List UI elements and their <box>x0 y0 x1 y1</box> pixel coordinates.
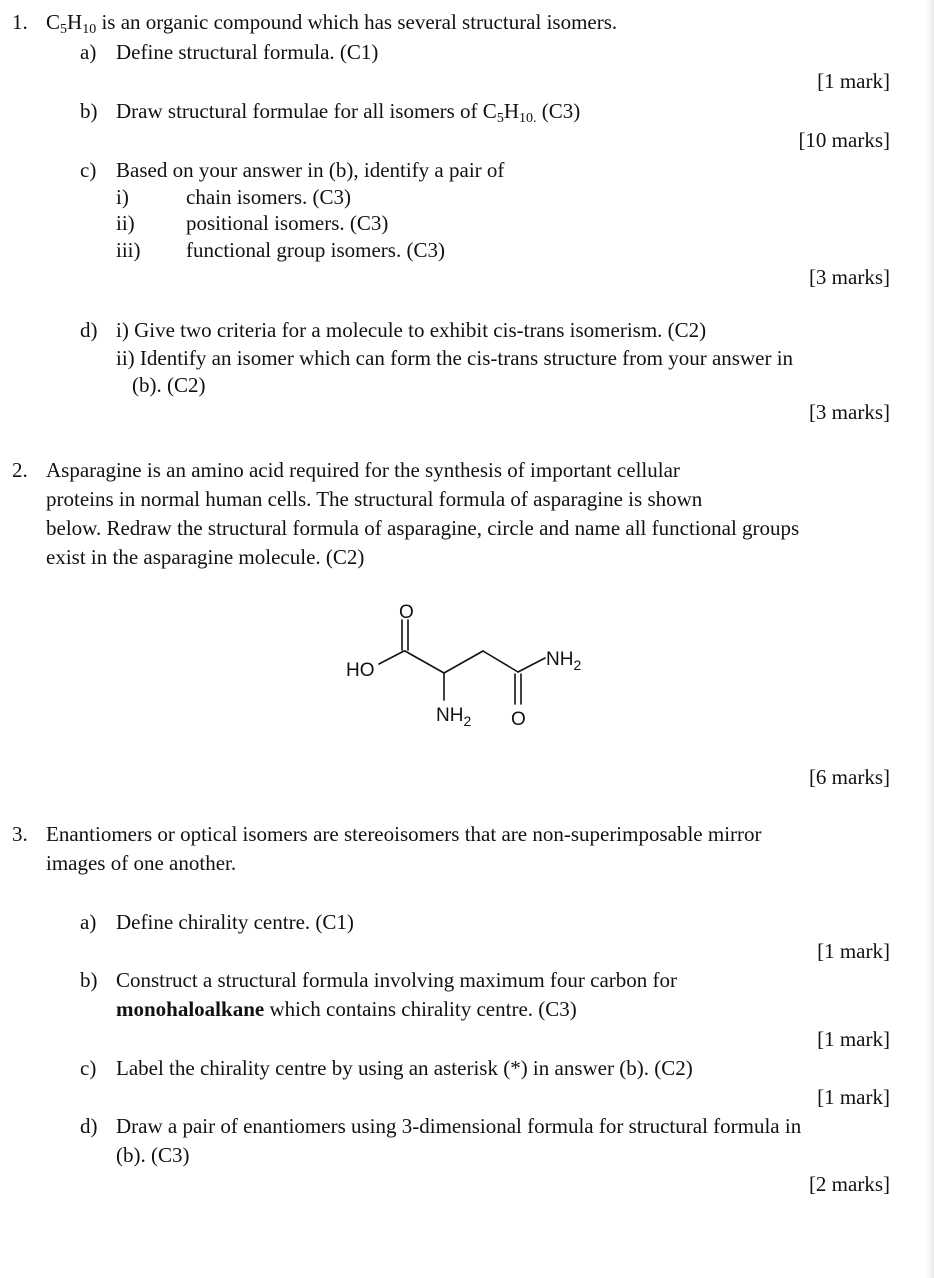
q3b-line2 <box>116 995 577 1023</box>
q3b-label: b) <box>80 968 98 992</box>
q1a-text: Define structural formula. (C1) <box>116 40 379 64</box>
q1d <box>80 316 706 344</box>
q3b-line1: Construct a structural formula involving maximum four carbon for <box>116 968 678 992</box>
bond-c1-c2 <box>405 651 444 673</box>
q3a <box>80 908 354 936</box>
q2-text: Asparagine is an amino acid required for the synthesis of important cellular <box>46 458 680 482</box>
q3b <box>80 966 677 994</box>
q1c-item <box>116 209 388 237</box>
q1c-item-label: ii) <box>116 211 135 235</box>
q1b-formula-h-sub: 10. <box>518 111 537 126</box>
q1-formula-h: H <box>67 10 83 34</box>
q3-text: Enantiomers or optical isomers are stereoisomers that are non-superimposable mirror <box>46 822 762 846</box>
q1c-item-label: iii) <box>116 238 141 262</box>
q1b-formula-c: C <box>482 99 497 123</box>
q3-number: 3. <box>12 822 28 846</box>
q1b-marks: [10 marks] <box>798 128 890 152</box>
q3d-line1: Draw a pair of enantiomers using 3-dimensional formula for structural formula in <box>116 1114 802 1138</box>
q1d-line3: (b). (C2) <box>132 373 206 397</box>
q1b-text-before: Draw structural formulae for all isomers of <box>116 99 483 123</box>
q3c-text: Label the chirality centre by using an asterisk (*) in answer (b). (C2) <box>116 1056 693 1080</box>
q1-formula-c-sub: 5 <box>60 22 68 37</box>
q1b-formula-h: H <box>503 99 519 123</box>
q2-line: below. Redraw the structural formula of asparagine, circle and name all functional groups <box>46 516 800 540</box>
q1b-formula-c-sub: 5 <box>496 111 504 126</box>
q1c-marks: [3 marks] <box>808 265 890 289</box>
q1c <box>80 156 504 184</box>
q2-line: exist in the asparagine molecule. (C2) <box>46 545 365 569</box>
q1b-text-after: (C3) <box>536 99 581 123</box>
q3b-line2-rest: which contains chirality centre. (C3) <box>264 997 577 1021</box>
q3c-label: c) <box>80 1056 97 1080</box>
atom-nh2-amine: $NH_2$ <box>436 705 472 729</box>
q1c-item-text: functional group isomers. (C3) <box>186 238 445 262</box>
q1b-label: b) <box>80 99 98 123</box>
q1c-item <box>116 183 351 211</box>
q3c-marks: [1 mark] <box>817 1085 890 1109</box>
q1d-label: d) <box>80 318 98 342</box>
q1a-marks: [1 mark] <box>817 69 890 93</box>
q1-formula-h-sub: 10 <box>82 22 97 37</box>
q3a-marks: [1 mark] <box>817 939 890 963</box>
q2-line: proteins in normal human cells. The structural formula of asparagine is shown <box>46 487 703 511</box>
page-edge-shadow <box>926 0 934 1278</box>
q1c-item <box>116 236 445 264</box>
q1c-item-text: positional isomers. (C3) <box>186 211 389 235</box>
q1-stem <box>12 8 617 36</box>
q2-number: 2. <box>12 458 28 482</box>
bond-c3-c4 <box>483 651 518 672</box>
q1c-label: c) <box>80 158 97 182</box>
q1d-line2: ii) Identify an isomer which can form the cis-trans structure from your answer in <box>116 346 794 370</box>
q1-number: 1. <box>12 10 28 34</box>
atom-ho: HO <box>346 660 375 681</box>
q3a-label: a) <box>80 910 97 934</box>
q3d <box>80 1112 801 1140</box>
q3-line2: images of one another. <box>46 851 237 875</box>
q1b <box>80 97 580 125</box>
q3d-line2: (b). (C3) <box>116 1143 190 1167</box>
q3-line1 <box>12 820 762 848</box>
q1d-marks: [3 marks] <box>808 400 890 424</box>
q3b-marks: [1 mark] <box>817 1027 890 1051</box>
q1a-label: a) <box>80 40 97 64</box>
asparagine-structure <box>330 596 610 736</box>
atom-o-top: O <box>399 602 414 623</box>
q2-line <box>12 456 680 484</box>
q1-stem-text: is an organic compound which has several structural isomers. <box>96 10 618 34</box>
q1a <box>80 38 378 66</box>
q1d-line1: i) Give two criteria for a molecule to exhibit cis-trans isomerism. (C2) <box>116 318 707 342</box>
q3a-text: Define chirality centre. (C1) <box>116 910 354 934</box>
bond-c4-nh2 <box>518 658 545 672</box>
q1c-item-text: chain isomers. (C3) <box>186 185 352 209</box>
atom-o-bottom: O <box>511 709 526 730</box>
q1c-item-label: i) <box>116 185 129 209</box>
q1c-text: Based on your answer in (b), identify a pair of <box>116 158 505 182</box>
q2-marks: [6 marks] <box>808 765 890 789</box>
q1-formula-c: C <box>46 10 61 34</box>
q3b-bold-term: monohaloalkane <box>116 997 265 1021</box>
bond-c2-c3 <box>444 651 483 673</box>
q3c <box>80 1054 693 1082</box>
bond-ho-c1 <box>379 651 404 664</box>
q3d-label: d) <box>80 1114 98 1138</box>
atom-nh2-amide: $NH_2$ <box>546 649 582 673</box>
q3d-marks: [2 marks] <box>808 1172 890 1196</box>
